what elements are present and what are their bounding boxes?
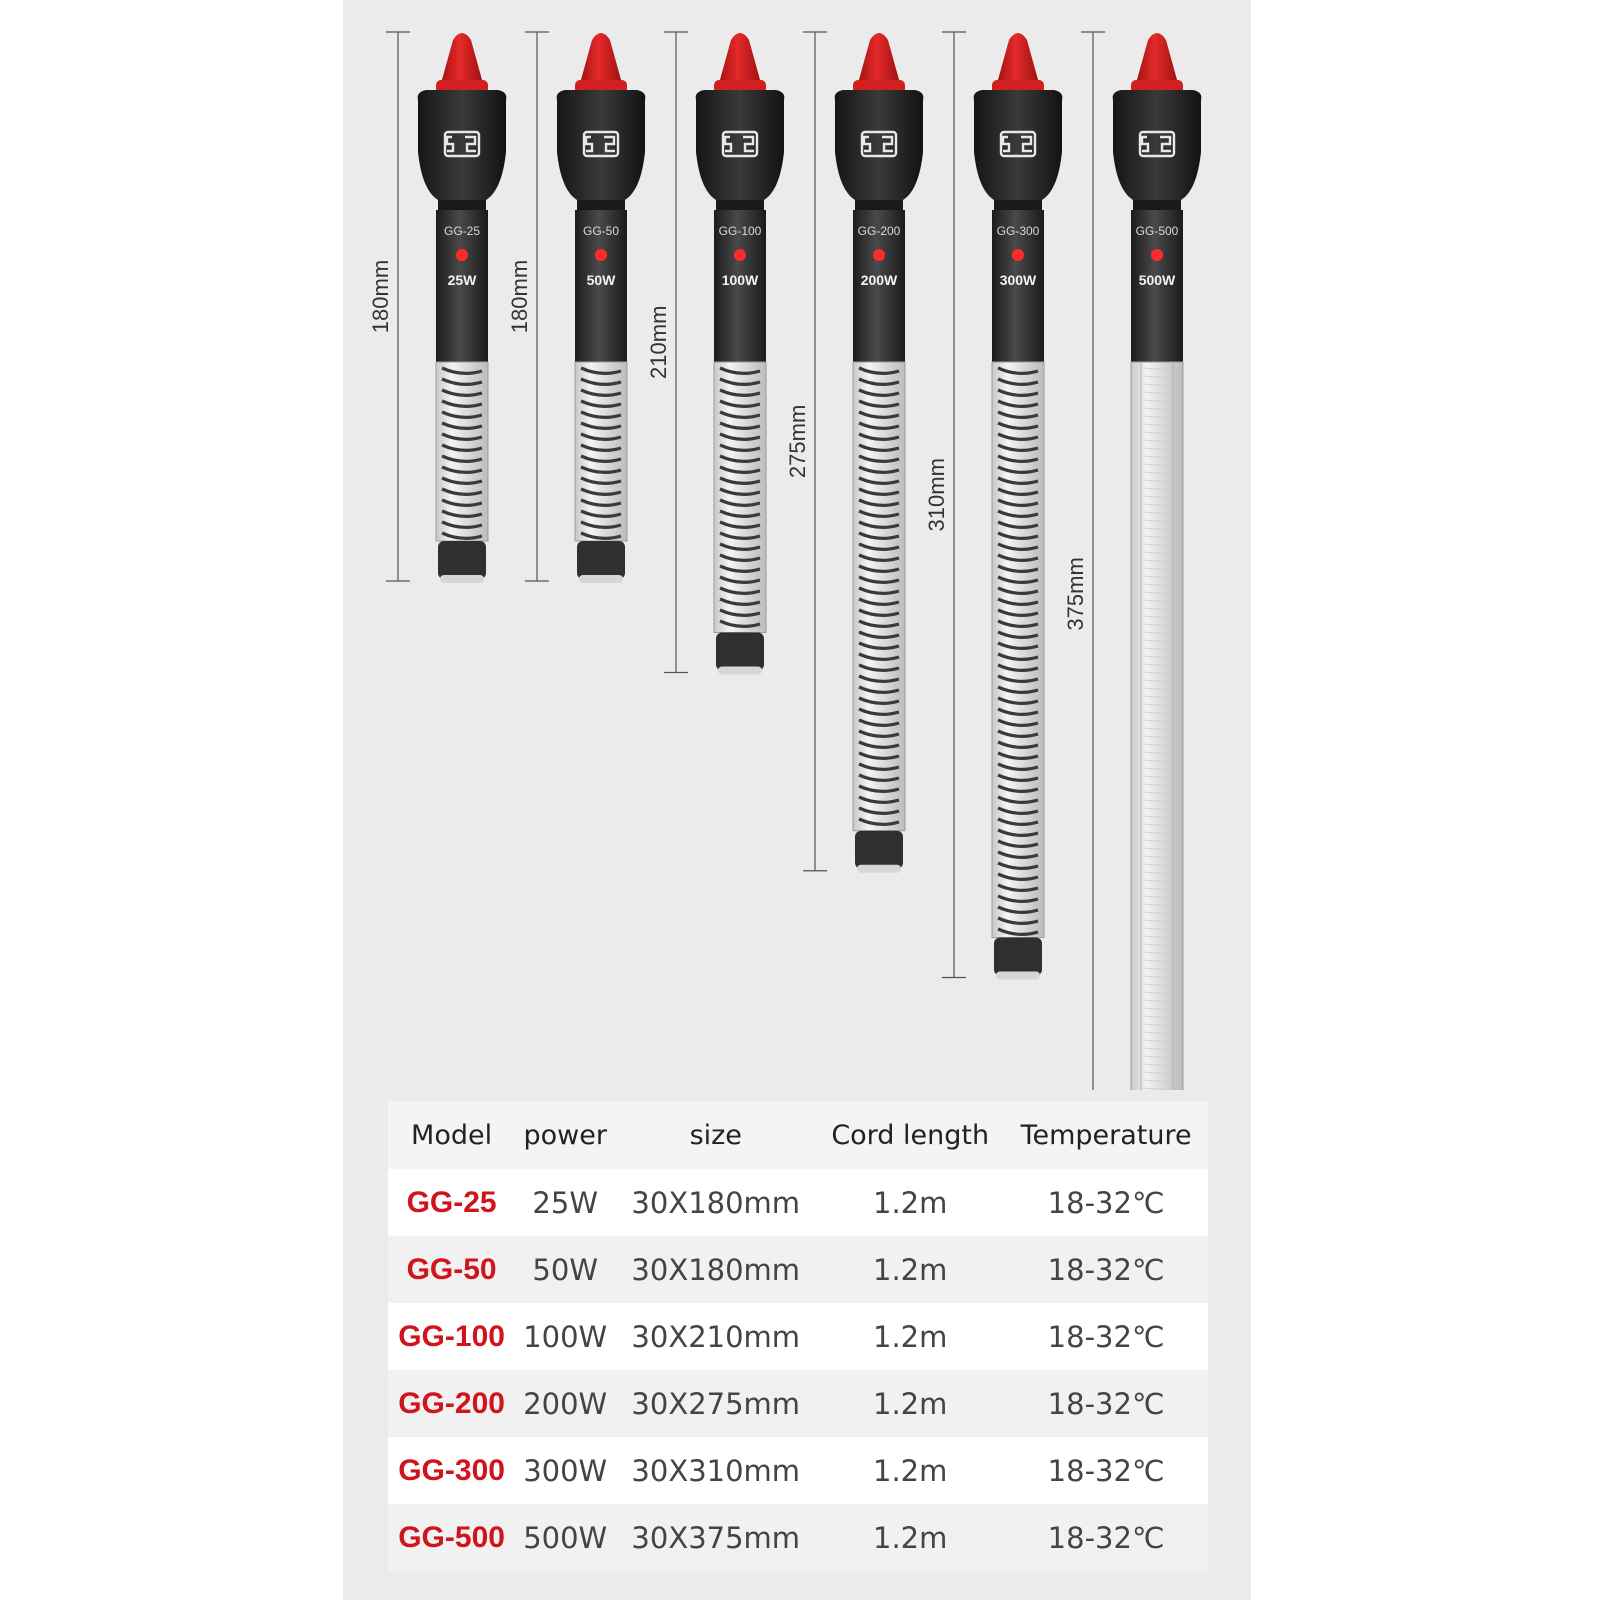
adjust-knob <box>432 33 492 98</box>
table-row <box>388 1236 1208 1303</box>
bottom-cap-rim <box>857 865 901 873</box>
header-cord-length: Cord length <box>816 1101 1004 1169</box>
cord-length-cell: 1.2m <box>816 1169 1004 1236</box>
heater-head <box>974 90 1063 210</box>
bottom-cap-rim <box>718 667 762 675</box>
heater-model-label: GG-500 <box>1135 224 1179 238</box>
power-cell: 300W <box>515 1437 615 1504</box>
size-cell: 30X180mm <box>615 1169 816 1236</box>
heater-model-label: GG-100 <box>718 224 762 238</box>
cord-length-cell: 1.2m <box>816 1303 1004 1370</box>
heater <box>368 32 506 583</box>
heater-head <box>696 90 785 210</box>
temperature-cell: 18-32℃ <box>1004 1370 1208 1437</box>
power-cell: 100W <box>515 1303 615 1370</box>
bottom-cap <box>577 541 625 579</box>
bottom-cap-rim <box>579 575 623 583</box>
bottom-cap <box>438 541 486 579</box>
cord-length-cell: 1.2m <box>816 1236 1004 1303</box>
model-cell: GG-500 <box>388 1504 515 1571</box>
indicator-light-icon <box>1151 249 1163 261</box>
table-row <box>388 1370 1208 1437</box>
bottom-cap <box>716 633 764 671</box>
table-row <box>388 1169 1208 1236</box>
heater-head <box>835 90 924 210</box>
heating-coil <box>992 362 1044 938</box>
size-cell: 30X310mm <box>615 1437 816 1504</box>
heater-wattage-label: 50W <box>586 272 616 288</box>
power-cell: 200W <box>515 1370 615 1437</box>
heating-coil <box>853 362 905 831</box>
heater-model-label: GG-25 <box>443 224 481 238</box>
heater-wattage-label: 500W <box>1138 272 1176 288</box>
heating-coil <box>714 362 766 633</box>
heater <box>507 32 645 583</box>
heater-model-label: GG-50 <box>582 224 620 238</box>
heater <box>1063 32 1201 1090</box>
heating-coil <box>575 362 627 541</box>
heater-wattage-label: 25W <box>447 272 477 288</box>
adjust-knob <box>849 33 909 98</box>
cord-length-cell: 1.2m <box>816 1370 1004 1437</box>
bottom-cap <box>855 831 903 869</box>
heater <box>785 32 923 873</box>
indicator-light-icon <box>595 249 607 261</box>
heater <box>924 32 1062 980</box>
table-row <box>388 1303 1208 1370</box>
adjust-knob <box>571 33 631 98</box>
size-cell: 30X275mm <box>615 1370 816 1437</box>
model-cell: GG-300 <box>388 1437 515 1504</box>
header-size: size <box>615 1101 816 1169</box>
adjust-knob <box>710 33 770 98</box>
heating-coil <box>436 362 488 541</box>
size-cell: 30X180mm <box>615 1236 816 1303</box>
spec-table <box>388 1101 1208 1571</box>
dimension-label: 375mm <box>1063 557 1088 631</box>
power-cell: 50W <box>515 1236 615 1303</box>
temperature-cell: 18-32℃ <box>1004 1437 1208 1504</box>
power-cell: 500W <box>515 1504 615 1571</box>
indicator-light-icon <box>734 249 746 261</box>
temperature-cell: 18-32℃ <box>1004 1504 1208 1571</box>
heater-model-label: GG-300 <box>996 224 1040 238</box>
temperature-cell: 18-32℃ <box>1004 1236 1208 1303</box>
dimension-label: 210mm <box>646 305 671 379</box>
header-model: Model <box>388 1101 515 1169</box>
table-row <box>388 1504 1208 1571</box>
bottom-cap <box>994 938 1042 976</box>
heater-head <box>418 90 507 210</box>
model-cell: GG-50 <box>388 1236 515 1303</box>
cord-length-cell: 1.2m <box>816 1504 1004 1571</box>
heater-head <box>1113 90 1202 210</box>
bottom-cap-rim <box>440 575 484 583</box>
bottom-cap-rim <box>996 972 1040 980</box>
model-cell: GG-200 <box>388 1370 515 1437</box>
indicator-light-icon <box>1012 249 1024 261</box>
model-cell: GG-25 <box>388 1169 515 1236</box>
indicator-light-icon <box>456 249 468 261</box>
heater <box>646 32 784 675</box>
adjust-knob <box>988 33 1048 98</box>
glass-tube <box>1131 362 1183 1090</box>
adjust-knob <box>1127 33 1187 98</box>
heater-head <box>557 90 646 210</box>
model-cell: GG-100 <box>388 1303 515 1370</box>
power-cell: 25W <box>515 1169 615 1236</box>
heater-wattage-label: 300W <box>999 272 1037 288</box>
temperature-cell: 18-32℃ <box>1004 1169 1208 1236</box>
table-row <box>388 1437 1208 1504</box>
heater-wattage-label: 200W <box>860 272 898 288</box>
header-power: power <box>515 1101 615 1169</box>
dimension-label: 180mm <box>507 259 532 334</box>
temperature-cell: 18-32℃ <box>1004 1303 1208 1370</box>
dimension-label: 180mm <box>368 259 393 334</box>
table-header-row <box>388 1101 1208 1169</box>
cord-length-cell: 1.2m <box>816 1437 1004 1504</box>
size-cell: 30X375mm <box>615 1504 816 1571</box>
header-temperature: Temperature <box>1004 1101 1208 1169</box>
size-cell: 30X210mm <box>615 1303 816 1370</box>
heater-wattage-label: 100W <box>721 272 759 288</box>
dimension-label: 275mm <box>785 404 810 479</box>
dimension-label: 310mm <box>924 458 949 532</box>
indicator-light-icon <box>873 249 885 261</box>
heater-model-label: GG-200 <box>857 224 901 238</box>
